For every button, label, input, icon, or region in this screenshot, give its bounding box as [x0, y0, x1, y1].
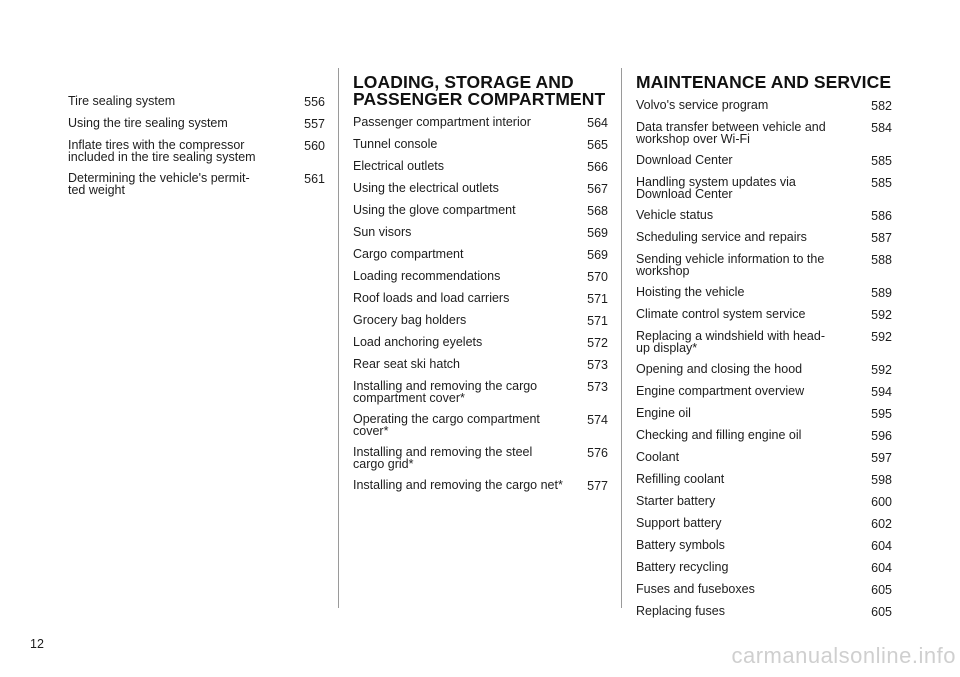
- toc-entry-title: Replacing a windshield with head- up display*: [636, 329, 826, 355]
- toc-entry-title: Data transfer between vehicle and workshop over Wi-Fi: [636, 120, 826, 146]
- toc-entry-page: 567: [587, 182, 608, 196]
- toc-entry-page: 564: [587, 116, 608, 130]
- toc-entry-title: Installing and removing the cargo net*: [353, 478, 563, 492]
- section-heading-loading-storage: LOADING, STORAGE AND PASSENGER COMPARTMENT: [353, 72, 606, 109]
- toc-entry-page: 592: [871, 330, 892, 344]
- toc-entry-title: Passenger compartment interior: [353, 115, 531, 129]
- toc-entry-title: Roof loads and load carriers: [353, 291, 510, 305]
- toc-entry[interactable]: [636, 407, 892, 420]
- page-number: 12: [30, 637, 44, 651]
- entry-list: [636, 99, 892, 618]
- toc-entry[interactable]: [636, 517, 892, 530]
- toc-entry-title: Tunnel console: [353, 137, 438, 151]
- toc-entry-title: Using the glove compartment: [353, 203, 516, 217]
- toc-entry-page: 566: [587, 160, 608, 174]
- toc-entry-page: 569: [587, 248, 608, 262]
- toc-entry[interactable]: [636, 308, 892, 321]
- toc-entry-page: 582: [871, 99, 892, 113]
- toc-entry[interactable]: [68, 117, 325, 130]
- toc-entry[interactable]: [636, 539, 892, 552]
- toc-column-1: [68, 95, 325, 205]
- toc-entry[interactable]: [636, 363, 892, 376]
- toc-entry-title: Climate control system service: [636, 307, 806, 321]
- toc-entry-page: 570: [587, 270, 608, 284]
- toc-entry-page: 588: [871, 253, 892, 267]
- toc-entry-title: Electrical outlets: [353, 159, 445, 173]
- toc-entry-page: 561: [304, 172, 325, 186]
- toc-entry-page: 595: [871, 407, 892, 421]
- toc-column-3: [636, 74, 892, 627]
- toc-entry-page: 592: [871, 308, 892, 322]
- toc-entry[interactable]: [636, 330, 892, 354]
- toc-entry-title: Engine compartment overview: [636, 384, 805, 398]
- toc-entry-title: Coolant: [636, 450, 680, 464]
- toc-entry-title: Hoisting the vehicle: [636, 285, 745, 299]
- toc-entry[interactable]: [353, 160, 608, 173]
- toc-entry-title: Inflate tires with the compressor included in the tire sealing system: [68, 138, 256, 164]
- toc-entry-title: Using the electrical outlets: [353, 181, 499, 195]
- toc-entry-page: 602: [871, 517, 892, 531]
- toc-entry-page: 584: [871, 121, 892, 135]
- toc-entry[interactable]: [636, 495, 892, 508]
- toc-entry-title: Cargo compartment: [353, 247, 464, 261]
- toc-entry[interactable]: [353, 380, 608, 404]
- toc-entry-page: 568: [587, 204, 608, 218]
- toc-entry-page: 585: [871, 154, 892, 168]
- toc-entry[interactable]: [353, 292, 608, 305]
- toc-entry-page: 557: [304, 117, 325, 131]
- toc-entry[interactable]: [353, 270, 608, 283]
- toc-entry[interactable]: [636, 473, 892, 486]
- toc-entry-page: 572: [587, 336, 608, 350]
- entry-list: [68, 95, 325, 196]
- toc-entry[interactable]: [636, 605, 892, 618]
- toc-entry[interactable]: [353, 413, 608, 437]
- toc-entry[interactable]: [636, 561, 892, 574]
- toc-entry[interactable]: [353, 479, 608, 492]
- toc-entry-title: Fuses and fuseboxes: [636, 582, 755, 596]
- toc-entry-page: 605: [871, 605, 892, 619]
- toc-entry[interactable]: [353, 248, 608, 261]
- toc-entry-page: 594: [871, 385, 892, 399]
- toc-entry-page: 577: [587, 479, 608, 493]
- toc-entry[interactable]: [636, 99, 892, 112]
- toc-entry-title: Checking and filling engine oil: [636, 428, 802, 442]
- toc-entry[interactable]: [636, 583, 892, 596]
- toc-entry[interactable]: [636, 429, 892, 442]
- toc-entry[interactable]: [636, 209, 892, 222]
- toc-entry-page: 597: [871, 451, 892, 465]
- toc-entry-title: Starter battery: [636, 494, 716, 508]
- toc-entry-title: Scheduling service and repairs: [636, 230, 807, 244]
- toc-entry[interactable]: [353, 116, 608, 129]
- toc-entry-page: 604: [871, 539, 892, 553]
- column-divider: [621, 68, 622, 608]
- toc-entry-page: 587: [871, 231, 892, 245]
- toc-entry-title: Load anchoring eyelets: [353, 335, 483, 349]
- toc-entry[interactable]: [636, 451, 892, 464]
- toc-entry-page: 573: [587, 358, 608, 372]
- toc-entry-title: Volvo's service program: [636, 98, 769, 112]
- toc-entry[interactable]: [636, 253, 892, 277]
- toc-entry[interactable]: [636, 385, 892, 398]
- toc-entry-title: Sun visors: [353, 225, 412, 239]
- toc-entry-page: 569: [587, 226, 608, 240]
- toc-entry-page: 605: [871, 583, 892, 597]
- toc-entry-title: Refilling coolant: [636, 472, 725, 486]
- toc-entry-title: Replacing fuses: [636, 604, 725, 618]
- entry-list: [353, 116, 608, 492]
- toc-entry-title: Rear seat ski hatch: [353, 357, 460, 371]
- toc-entry-page: 576: [587, 446, 608, 460]
- toc-entry-page: 585: [871, 176, 892, 190]
- toc-entry-title: Tire sealing system: [68, 94, 176, 108]
- toc-entry[interactable]: [68, 172, 325, 196]
- toc-entry-page: 592: [871, 363, 892, 377]
- toc-entry-page: 596: [871, 429, 892, 443]
- toc-entry-title: Battery recycling: [636, 560, 729, 574]
- toc-entry[interactable]: [636, 176, 892, 200]
- toc-entry[interactable]: [636, 121, 892, 145]
- toc-entry-page: 604: [871, 561, 892, 575]
- toc-entry-title: Download Center: [636, 153, 733, 167]
- toc-entry-title: Using the tire sealing system: [68, 116, 228, 130]
- toc-entry-page: 589: [871, 286, 892, 300]
- toc-entry-title: Battery symbols: [636, 538, 725, 552]
- toc-entry-title: Vehicle status: [636, 208, 714, 222]
- toc-entry-title: Operating the cargo compartment cover*: [353, 412, 540, 438]
- toc-entry[interactable]: [68, 95, 325, 108]
- toc-entry[interactable]: [636, 154, 892, 167]
- toc-entry-page: 573: [587, 380, 608, 394]
- toc-entry[interactable]: [353, 204, 608, 217]
- toc-entry-title: Support battery: [636, 516, 722, 530]
- column-divider: [338, 68, 339, 608]
- toc-entry[interactable]: [353, 358, 608, 371]
- toc-entry-title: Installing and removing the steel cargo grid*: [353, 445, 533, 471]
- toc-entry-title: Loading recommendations: [353, 269, 501, 283]
- toc-entry-page: 571: [587, 292, 608, 306]
- toc-entry-page: 574: [587, 413, 608, 427]
- toc-entry-page: 571: [587, 314, 608, 328]
- toc-entry[interactable]: [353, 314, 608, 327]
- toc-entry-page: 556: [304, 95, 325, 109]
- toc-entry-page: 560: [304, 139, 325, 153]
- section-heading-maintenance-service: MAINTENANCE AND SERVICE: [636, 72, 892, 92]
- toc-entry-page: 598: [871, 473, 892, 487]
- toc-entry-page: 586: [871, 209, 892, 223]
- toc-entry[interactable]: [353, 336, 608, 349]
- toc-entry-title: Engine oil: [636, 406, 691, 420]
- toc-entry[interactable]: [636, 231, 892, 244]
- toc-entry[interactable]: [353, 446, 608, 470]
- toc-entry[interactable]: [353, 226, 608, 239]
- toc-entry[interactable]: [636, 286, 892, 299]
- toc-entry[interactable]: [353, 138, 608, 151]
- watermark: carmanualsonline.info: [731, 643, 956, 668]
- toc-entry-title: Grocery bag holders: [353, 313, 467, 327]
- toc-entry-page: 600: [871, 495, 892, 509]
- toc-entry-title: Installing and removing the cargo compartment cover*: [353, 379, 538, 405]
- toc-entry-title: Opening and closing the hood: [636, 362, 803, 376]
- toc-entry-title: Handling system updates via Download Center: [636, 175, 796, 201]
- toc-entry-title: Sending vehicle information to the workshop: [636, 252, 825, 278]
- toc-entry[interactable]: [353, 182, 608, 195]
- toc-entry[interactable]: [68, 139, 325, 163]
- toc-column-2: [353, 74, 608, 501]
- toc-entry-page: 565: [587, 138, 608, 152]
- toc-entry-title: Determining the vehicle's permit- ted weight: [68, 171, 250, 197]
